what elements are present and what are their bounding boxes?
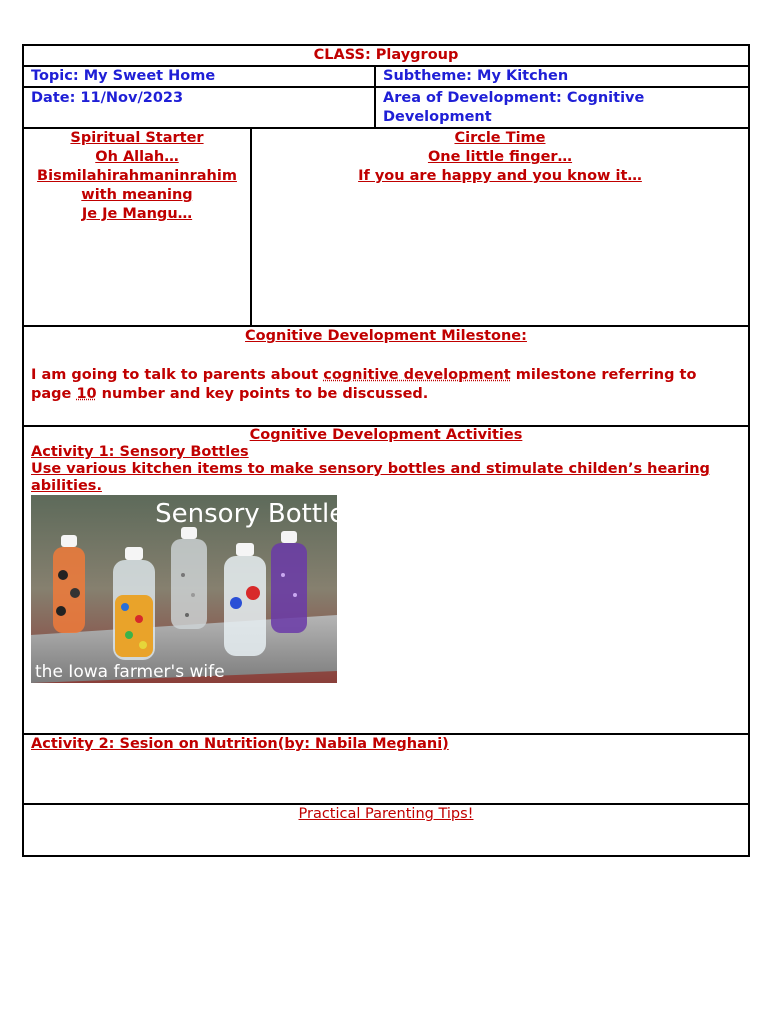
starter-row (23, 128, 749, 326)
parenting-tips-title: Practical Parenting Tips! (23, 804, 749, 856)
sensory-bottles-photo (31, 495, 359, 683)
subtheme-label: Subtheme: My Kitchen (375, 66, 749, 87)
activity1-description: Use various kitchen items to make sensory bottles and stimulate childen’s hearing abilities. (31, 461, 710, 494)
lesson-plan-table (22, 44, 750, 857)
circle-time-item: One little finger… (427, 149, 573, 165)
activity2-title: Activity 2: Sesion on Nutrition(by: Nabila Meghani) (23, 734, 749, 804)
activity1-title: Activity 1: Sensory Bottles (31, 444, 249, 460)
milestone-page-number: 10 (76, 386, 97, 402)
spiritual-title: Spiritual Starter (70, 130, 204, 146)
spiritual-item: Oh Allah… (95, 149, 179, 165)
milestone-text-after: number and key points to be discussed. (96, 386, 429, 402)
activities-cell (23, 426, 749, 734)
activities-title: Cognitive Development Activities (249, 427, 523, 443)
spiritual-item: Bismilahirahmaninrahim with meaning (37, 168, 237, 203)
area-label: Area of Development: Cognitive Development (375, 87, 749, 128)
circle-time-item: If you are happy and you know it… (358, 168, 642, 184)
circle-time-cell (251, 128, 749, 326)
milestone-link-text: cognitive development (323, 367, 511, 383)
tips-row (23, 804, 749, 856)
class-label: CLASS: Playgroup (23, 45, 749, 66)
activities-row (23, 426, 749, 734)
milestone-cell (23, 326, 749, 426)
activity2-row (23, 734, 749, 804)
date-row (23, 87, 749, 128)
milestone-row (23, 326, 749, 426)
spiritual-starter-cell (23, 128, 251, 326)
milestone-title: Cognitive Development Milestone: (245, 328, 527, 344)
date-label: Date: 11/Nov/2023 (23, 87, 375, 128)
milestone-text-before: I am going to talk to parents about (31, 367, 324, 383)
circle-time-title: Circle Time (454, 130, 546, 146)
topic-row (23, 66, 749, 87)
spiritual-item: Je Je Mangu… (81, 206, 193, 222)
class-row (23, 45, 749, 66)
milestone-text-mid: milestone referring to page (31, 367, 697, 402)
milestone-text (31, 366, 741, 404)
photo-caption-top: Sensory Bottles (155, 499, 359, 529)
photo-caption-bottom: the Iowa farmer's wife (35, 662, 225, 682)
topic-label: Topic: My Sweet Home (23, 66, 375, 87)
